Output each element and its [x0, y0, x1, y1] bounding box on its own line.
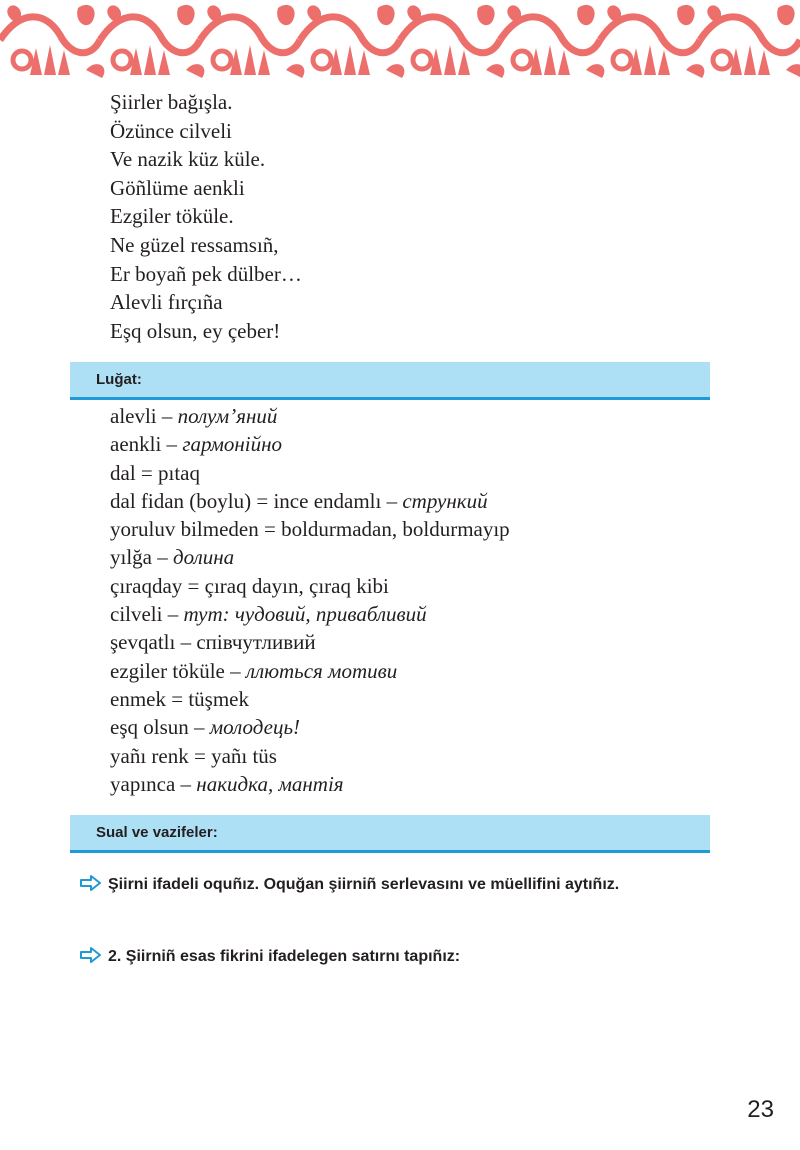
task-item — [80, 945, 720, 968]
vocab-entry — [110, 600, 510, 628]
sual-heading: Sual ve vazifeler: — [70, 815, 710, 853]
vocab-term: cilveli – — [110, 602, 184, 627]
vocab-entry — [110, 572, 510, 600]
vocab-entry — [110, 713, 510, 741]
vocab-term: dal = pıtaq — [110, 460, 200, 485]
poem-line: Ne güzel ressamsıñ, — [110, 232, 279, 257]
vocab-term: yañı renk = yañı tüs — [110, 743, 277, 768]
vocab-translation: молодець! — [209, 715, 301, 740]
vocab-entry — [110, 515, 510, 543]
vocab-term: aenkli – — [110, 432, 183, 457]
poem-line: Şiirler bağışla. — [110, 90, 233, 114]
vocab-translation: тут: чудовий, привабливий — [183, 602, 427, 627]
lugat-heading: Luğat: — [70, 362, 710, 400]
vocab-term: eşq olsun – — [110, 715, 210, 740]
vocab-entry — [110, 459, 510, 487]
task-text: Şiirni ifadeli oquñız. Oquğan şiirniñ serlevasını ve müellifini aytıñız. — [108, 876, 620, 893]
task-text: 2. Şiirniñ esas fikrini ifadelegen satırnı tapıñız: — [108, 948, 461, 965]
vocab-translation: ллються мотиви — [245, 658, 398, 683]
vocab-term: yoruluv bilmeden = boldurmadan, boldurmayıp — [110, 517, 510, 542]
vocab-term: yapınca – — [110, 771, 197, 796]
vocabulary-list — [110, 402, 510, 798]
vocab-entry — [110, 742, 510, 770]
vocab-entry — [110, 770, 510, 798]
vocab-entry — [110, 685, 510, 713]
poem-line: Ezgiler töküle. — [110, 204, 234, 229]
task-item — [80, 873, 720, 896]
poem-line: Göñlüme aenkli — [110, 175, 245, 200]
vocab-term: enmek = tüşmek — [110, 686, 249, 711]
vocab-entry — [110, 628, 510, 656]
poem-line: Alevli fırçıña — [110, 290, 223, 315]
arrow-right-icon — [80, 946, 102, 964]
poem-line: Özünce cilveli — [110, 118, 232, 143]
vocab-term: şevqatlı – співчутливий — [110, 630, 316, 655]
vocab-entry — [110, 487, 510, 515]
poem-line: Ve nazik küz küle. — [110, 147, 266, 172]
vocab-term: dal fidan (boylu) = ince endamlı – — [110, 488, 403, 513]
vocab-translation: долина — [173, 545, 235, 570]
floral-ornament-border — [0, 0, 800, 80]
vocab-entry — [110, 543, 510, 571]
vocab-term: alevli – — [110, 404, 178, 428]
vocab-term: ezgiler töküle – — [110, 658, 246, 683]
page-number: 23 — [747, 1096, 774, 1123]
vocab-translation: накидка, мантія — [196, 771, 344, 796]
vocab-translation: полум’яний — [177, 404, 278, 428]
vocab-entry — [110, 657, 510, 685]
vocab-term: yılğa – — [110, 545, 173, 570]
poem-line: Eşq olsun, ey çeber! — [110, 318, 281, 343]
vocab-translation: стрункий — [402, 488, 488, 513]
vocab-entry — [110, 402, 510, 430]
vocab-term: çıraqday = çıraq dayın, çıraq kibi — [110, 573, 389, 598]
poem-stanza — [110, 88, 302, 345]
vocab-entry — [110, 430, 510, 458]
arrow-right-icon — [80, 874, 102, 892]
vocab-translation: гармонійно — [182, 432, 283, 457]
poem-line: Er boyañ pek dülber… — [110, 261, 302, 286]
